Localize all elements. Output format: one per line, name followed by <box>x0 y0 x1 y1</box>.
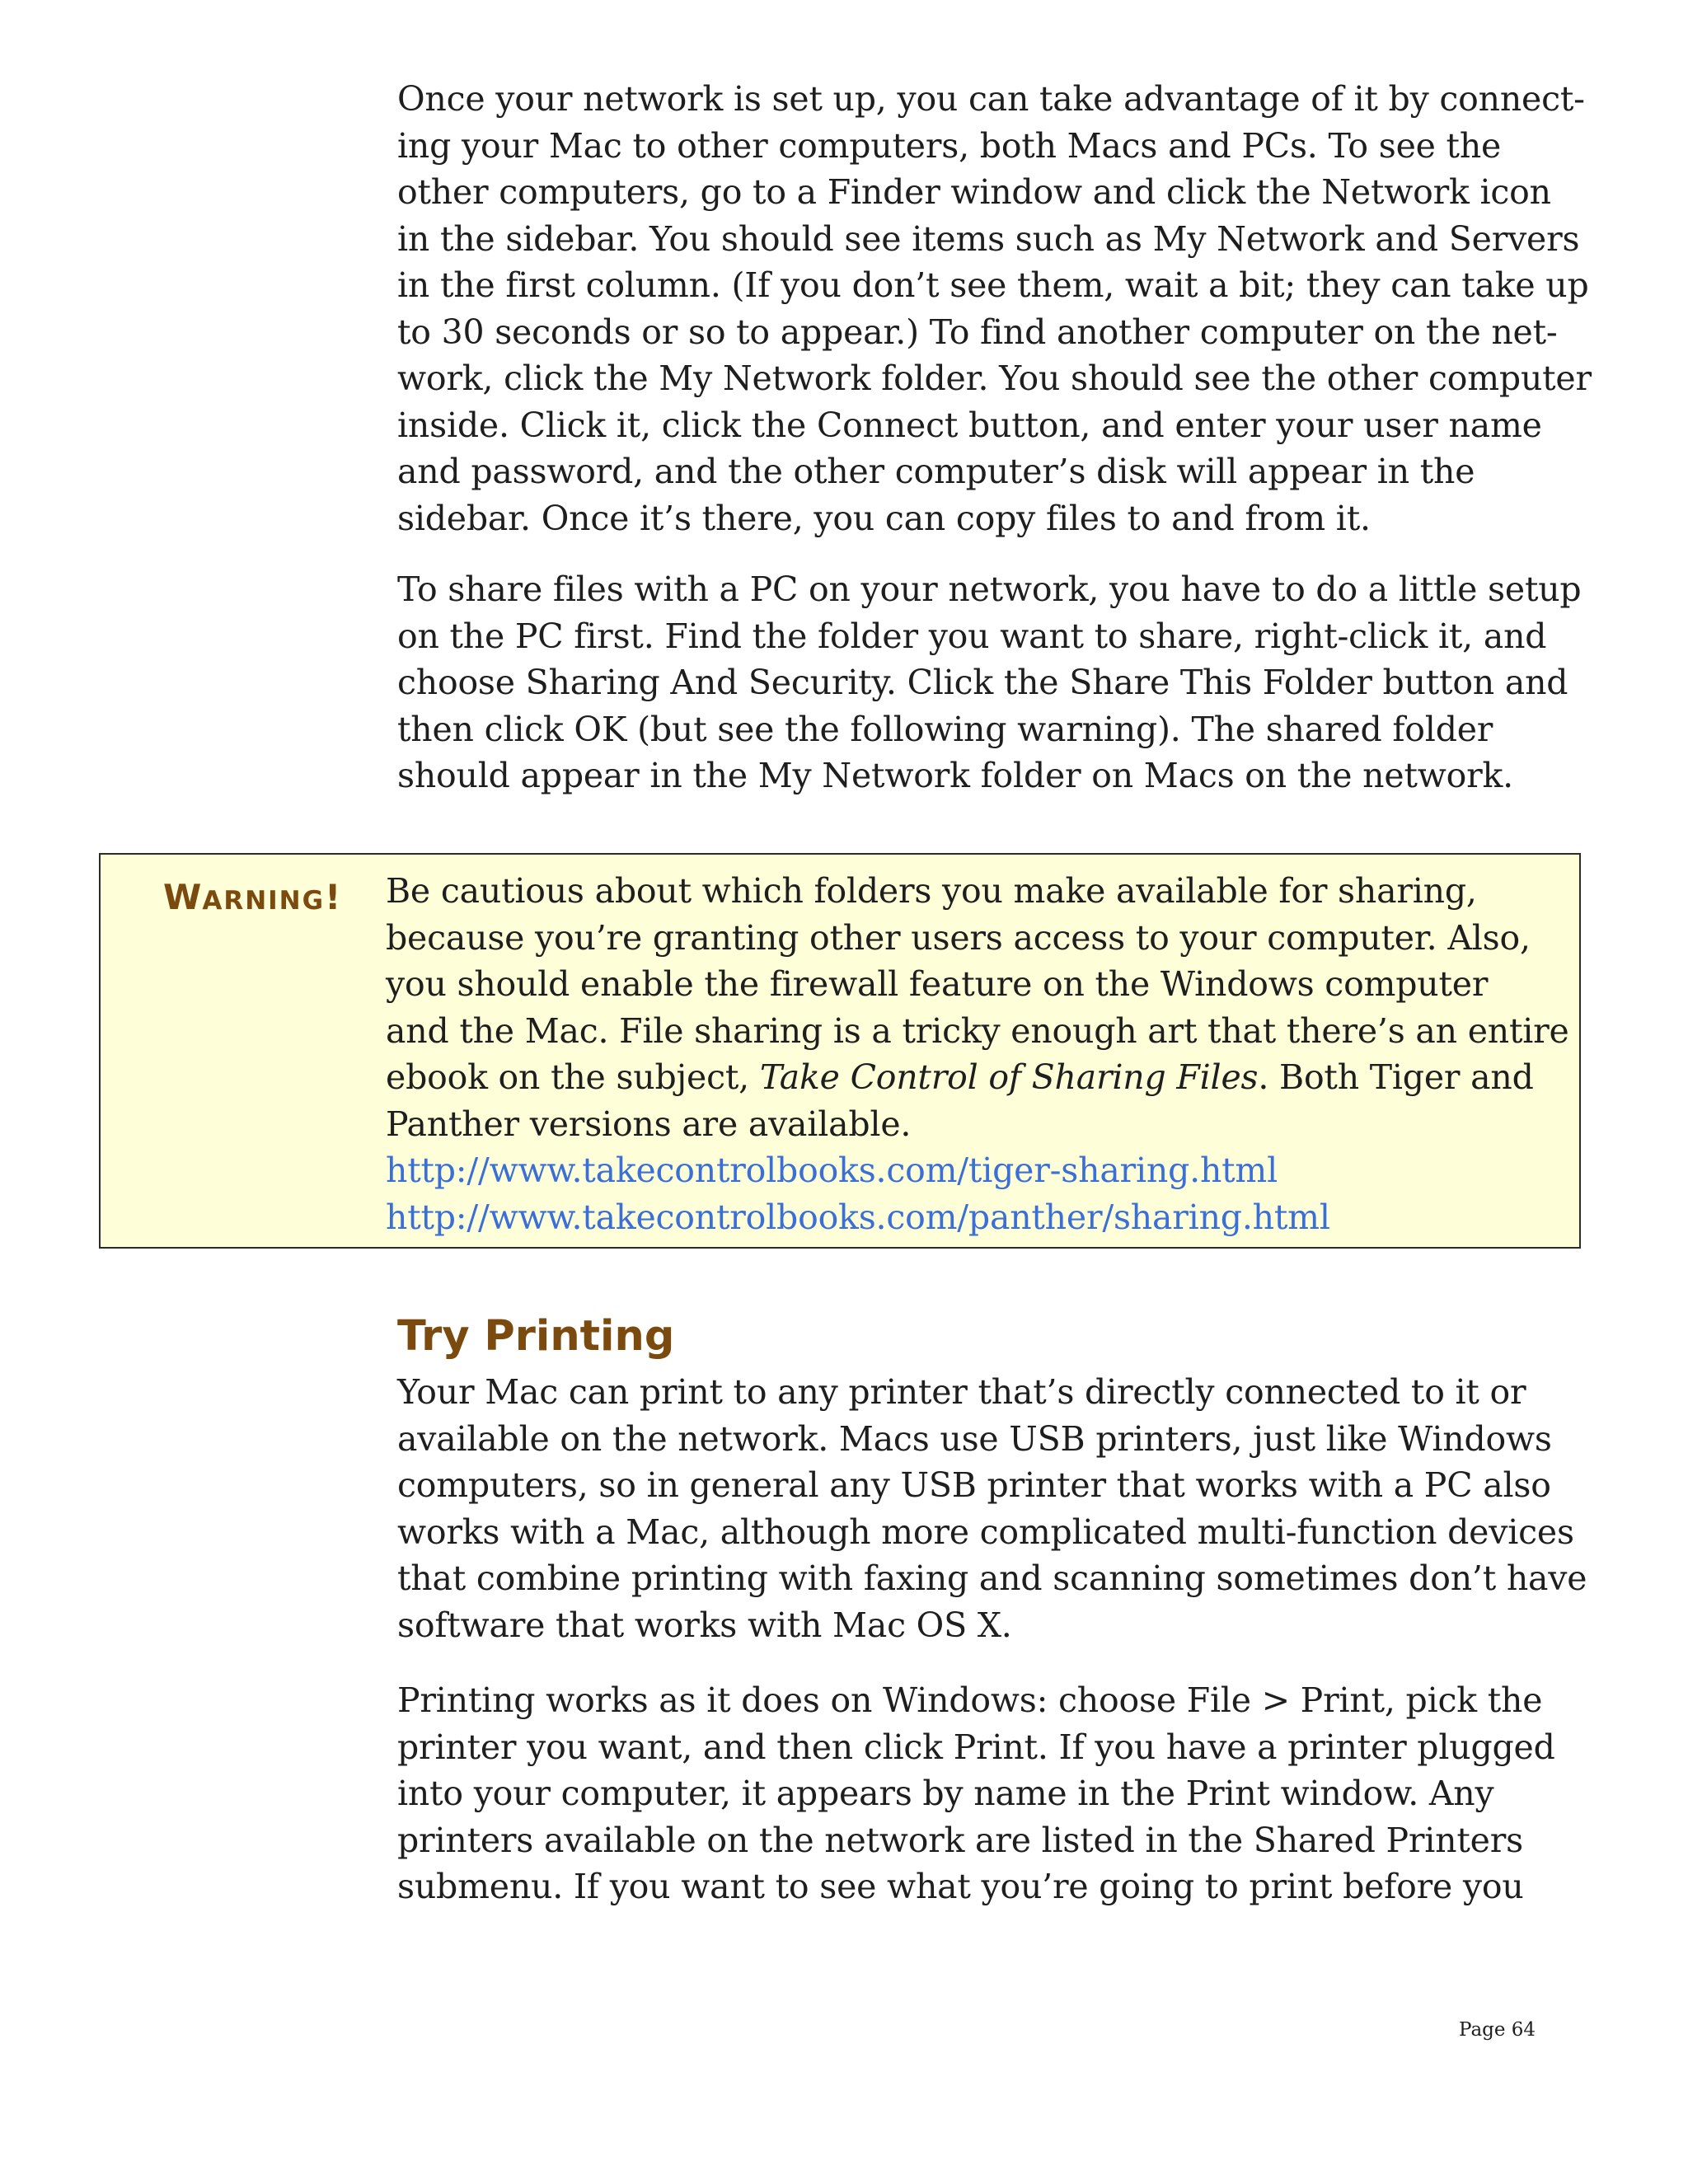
page-number: Page 64 <box>1459 2019 1536 2041</box>
text-line: Your Mac can print to any printer that’s directly connected to it or <box>397 1372 1526 1412</box>
text-line: Printing works as it does on Windows: choose File > Print, pick the <box>397 1680 1543 1720</box>
text-line: ing your Mac to other computers, both Macs and PCs. To see the <box>397 125 1502 166</box>
section-heading-try-printing: Try Printing <box>397 1312 675 1361</box>
book-title: Take Control of Sharing Files <box>759 1057 1259 1097</box>
text-line: and the Mac. File sharing is a tricky enough art that there’s an entire <box>386 1010 1569 1051</box>
paragraph-pc-sharing <box>397 566 1601 799</box>
text-line: in the sidebar. You should see items such as My Network and Servers <box>397 218 1580 259</box>
text-line: on the PC first. Find the folder you want to share, right-click it, and <box>397 616 1547 656</box>
warning-callout <box>99 853 1581 1249</box>
text-line: inside. Click it, click the Connect button, and enter your user name <box>397 405 1542 445</box>
text-line: Panther versions are available. <box>386 1104 912 1144</box>
text-line: in the first column. (If you don’t see them, wait a bit; they can take up <box>397 265 1589 305</box>
text-line: Be cautious about which folders you make available for sharing, <box>386 871 1477 911</box>
text-line: Once your network is set up, you can take advantage of it by connect- <box>397 79 1585 119</box>
text-fragment: ebook on the subject, <box>386 1057 760 1097</box>
text-line: to 30 seconds or so to appear.) To find another computer on the net- <box>397 312 1558 352</box>
text-line: then click OK (but see the following warning). The shared folder <box>397 709 1493 749</box>
text-line: printers available on the network are listed in the Shared Printers <box>397 1820 1523 1860</box>
panther-sharing-link[interactable]: http://www.takecontrolbooks.com/panther/sharing.html <box>386 1197 1330 1237</box>
text-line: you should enable the firewall feature on the Windows computer <box>386 964 1489 1004</box>
text-line: works with a Mac, although more complicated multi-function devices <box>397 1511 1574 1552</box>
paragraph-printer-support <box>397 1369 1601 1648</box>
tiger-sharing-link[interactable]: http://www.takecontrolbooks.com/tiger-sharing.html <box>386 1151 1278 1190</box>
warning-label-rest: ARNING <box>202 886 326 916</box>
text-line <box>386 1054 1569 1101</box>
warning-label-initial: W <box>163 877 203 917</box>
text-line: because you’re granting other users access to your computer. Also, <box>386 917 1531 958</box>
warning-label-bang: ! <box>325 877 342 917</box>
text-line: and password, and the other computer’s disk will appear in the <box>397 452 1475 491</box>
text-line: To share files with a PC on your network, you have to do a little setup <box>397 569 1582 609</box>
text-line: that combine printing with faxing and scanning sometimes don’t have <box>397 1558 1587 1598</box>
warning-text <box>386 868 1569 1240</box>
text-line: printer you want, and then click Print. If you have a printer plugged <box>397 1727 1555 1767</box>
warning-label <box>163 874 341 924</box>
paragraph-print-workflow <box>397 1677 1601 1910</box>
text-line: available on the network. Macs use USB printers, just like Windows <box>397 1418 1552 1459</box>
text-line: choose Sharing And Security. Click the Share This Folder button and <box>397 663 1568 702</box>
text-line: software that works with Mac OS X. <box>397 1605 1012 1645</box>
text-line: into your computer, it appears by name in the Print window. Any <box>397 1774 1494 1813</box>
text-line: should appear in the My Network folder on Macs on the network. <box>397 756 1513 795</box>
text-line: submenu. If you want to see what you’re going to print before you <box>397 1867 1524 1906</box>
text-line: other computers, go to a Finder window and click the Network icon <box>397 172 1551 212</box>
text-line: computers, so in general any USB printer that works with a PC also <box>397 1465 1551 1505</box>
text-line: work, click the My Network folder. You should see the other computer <box>397 359 1592 398</box>
paragraph-network-connect <box>397 76 1601 541</box>
text-fragment: . Both Tiger and <box>1258 1057 1534 1097</box>
text-line: sidebar. Once it’s there, you can copy files to and from it. <box>397 498 1371 538</box>
